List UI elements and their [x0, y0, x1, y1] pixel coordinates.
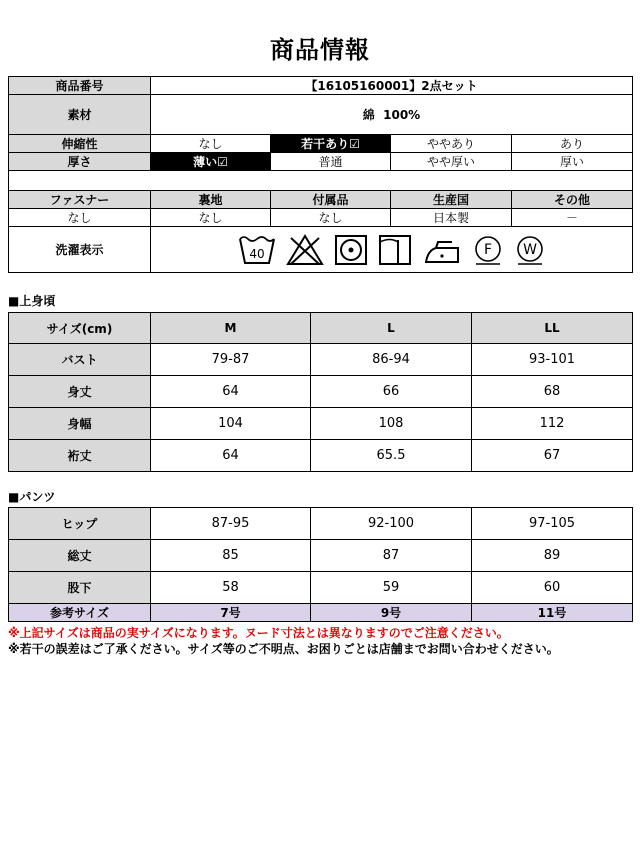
stretch-option: なし: [151, 135, 271, 153]
size-value: 68: [472, 376, 633, 408]
thickness-option: 厚い: [512, 153, 633, 171]
size-header: L: [311, 313, 472, 344]
product-no-label: 商品番号: [9, 77, 151, 95]
material-label: 素材: [9, 95, 151, 135]
care-label: 洗濯表示: [9, 227, 151, 273]
bleach-triangle-no-icon: [286, 234, 324, 266]
stretch-label: 伸縮性: [9, 135, 151, 153]
size-value: 86-94: [311, 344, 472, 376]
size-value: 58: [151, 572, 311, 604]
row-label: 裄丈: [9, 440, 151, 472]
spec-table: [8, 76, 633, 273]
size-value: 104: [151, 408, 311, 440]
size-value: 87-95: [151, 508, 311, 540]
size-value: 67: [472, 440, 633, 472]
extra-value: 日本製: [391, 209, 512, 227]
size-value: 65.5: [311, 440, 472, 472]
size-value: 64: [151, 376, 311, 408]
tumble-dry-icon: [334, 234, 368, 266]
stretch-option: ややあり: [391, 135, 512, 153]
row-label: 股下: [9, 572, 151, 604]
row-label: 身丈: [9, 376, 151, 408]
pants-size-table: [8, 507, 633, 622]
extra-header: ファスナー: [9, 191, 151, 209]
stretch-option-selected: 若干あり☑: [271, 135, 391, 153]
thickness-option: 普通: [271, 153, 391, 171]
size-value: 97-105: [472, 508, 633, 540]
size-value: 92-100: [311, 508, 472, 540]
thickness-option: やや厚い: [391, 153, 512, 171]
extra-header: 裏地: [151, 191, 271, 209]
size-header: LL: [472, 313, 633, 344]
extra-value: －: [512, 209, 633, 227]
washtub-40-icon: [238, 234, 276, 266]
dry-clean-f-icon: [472, 234, 504, 266]
extra-header: 生産国: [391, 191, 512, 209]
svg-text:40: 40: [248, 246, 265, 261]
size-value: 66: [311, 376, 472, 408]
iron-low-icon: [422, 234, 462, 266]
svg-text:W: W: [522, 241, 537, 258]
ref-size-label: 参考サイズ: [9, 604, 151, 622]
spacer-row: [9, 171, 633, 191]
size-value: 89: [472, 540, 633, 572]
top-size-table: [8, 312, 633, 472]
size-note: ※若干の誤差はご了承ください。サイズ等のご不明点、お困りごとは店舗までお問い合わせください。: [8, 642, 559, 656]
svg-text:F: F: [483, 241, 492, 258]
thickness-option-selected: 薄い☑: [151, 153, 271, 171]
page-title: 商品情報: [270, 35, 370, 64]
size-value: 60: [472, 572, 633, 604]
size-value: 79-87: [151, 344, 311, 376]
product-no-value: 【16105160001】2点セット: [151, 77, 633, 95]
extra-header: 付属品: [271, 191, 391, 209]
size-value: 59: [311, 572, 472, 604]
size-value: 87: [311, 540, 472, 572]
stretch-option: あり: [512, 135, 633, 153]
size-value: 85: [151, 540, 311, 572]
material-value: 綿 100%: [151, 95, 633, 135]
size-note-red: ※上記サイズは商品の実サイズになります。ヌード寸法とは異なりますのでご注意ください。: [8, 626, 509, 640]
extra-value: なし: [271, 209, 391, 227]
care-icons: [151, 227, 633, 273]
ref-size-value: 7号: [151, 604, 311, 622]
extra-value: なし: [151, 209, 271, 227]
section-label-top: ■上身頃: [8, 294, 56, 308]
size-value: 112: [472, 408, 633, 440]
row-label: バスト: [9, 344, 151, 376]
ref-size-value: 11号: [472, 604, 633, 622]
size-value: 93-101: [472, 344, 633, 376]
thickness-label: 厚さ: [9, 153, 151, 171]
line-dry-icon: [378, 234, 412, 266]
extra-value: なし: [9, 209, 151, 227]
size-value: 108: [311, 408, 472, 440]
ref-size-value: 9号: [311, 604, 472, 622]
row-label: 身幅: [9, 408, 151, 440]
row-label: 総丈: [9, 540, 151, 572]
size-value: 64: [151, 440, 311, 472]
extra-header: その他: [512, 191, 633, 209]
wet-clean-w-icon: [514, 234, 546, 266]
section-label-pants: ■パンツ: [8, 490, 56, 504]
size-header: M: [151, 313, 311, 344]
size-header-label: サイズ(cm): [9, 313, 151, 344]
row-label: ヒップ: [9, 508, 151, 540]
